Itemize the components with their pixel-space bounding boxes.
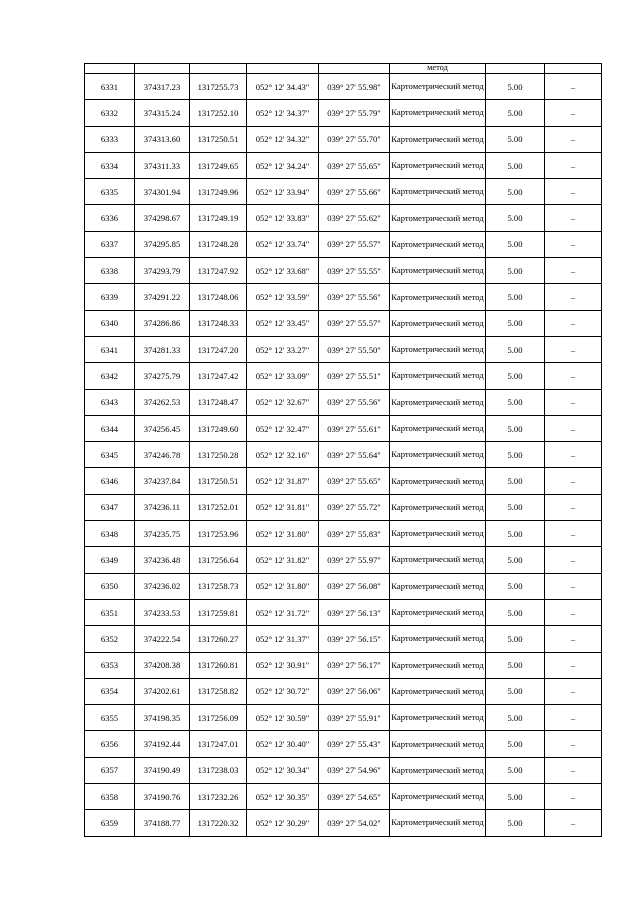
cell-longitude: 039° 27' 55.97" xyxy=(319,547,390,573)
cell-latitude: 052° 12' 33.59" xyxy=(247,284,319,310)
cell-point-number: 6356 xyxy=(85,731,135,757)
table-row xyxy=(85,573,602,599)
cell-longitude: 039° 27' 56.13" xyxy=(319,599,390,625)
cell-coord-y: 1317252.01 xyxy=(190,494,247,520)
cell-point-number: 6347 xyxy=(85,494,135,520)
cell-longitude: 039° 27' 55.65" xyxy=(319,152,390,178)
cell-method: Картометрический метод xyxy=(390,74,486,100)
cell-method: Картометрический метод xyxy=(390,179,486,205)
cell-coord-x: 374286.86 xyxy=(135,310,190,336)
cell-coord-x: 374236.48 xyxy=(135,547,190,573)
cell-method: метод xyxy=(390,64,486,74)
cell-latitude: 052° 12' 31.81" xyxy=(247,494,319,520)
cell-latitude: 052° 12' 30.35" xyxy=(247,784,319,810)
cell-longitude: 039° 27' 55.72" xyxy=(319,494,390,520)
cell-accuracy xyxy=(486,64,545,74)
cell-accuracy: 5.00 xyxy=(486,705,545,731)
cell-method: Картометрический метод xyxy=(390,705,486,731)
cell-point-number: 6348 xyxy=(85,521,135,547)
cell-accuracy: 5.00 xyxy=(486,757,545,783)
cell-latitude: 052° 12' 31.72" xyxy=(247,599,319,625)
cell-longitude: 039° 27' 55.64" xyxy=(319,442,390,468)
cell-accuracy: 5.00 xyxy=(486,152,545,178)
table-row xyxy=(85,74,602,100)
cell-coord-y: 1317249.65 xyxy=(190,152,247,178)
table-row xyxy=(85,363,602,389)
cell-method: Картометрический метод xyxy=(390,231,486,257)
cell-latitude: 052° 12' 33.74" xyxy=(247,231,319,257)
cell-longitude: 039° 27' 55.56" xyxy=(319,389,390,415)
table-row xyxy=(85,521,602,547)
cell-coord-x: 374313.60 xyxy=(135,126,190,152)
cell-accuracy: 5.00 xyxy=(486,547,545,573)
cell-longitude: 039° 27' 55.91" xyxy=(319,705,390,731)
cell-latitude: 052° 12' 34.32" xyxy=(247,126,319,152)
cell-latitude: 052° 12' 34.43" xyxy=(247,74,319,100)
cell-accuracy: 5.00 xyxy=(486,494,545,520)
cell-method: Картометрический метод xyxy=(390,336,486,362)
cell-longitude: 039° 27' 55.98" xyxy=(319,74,390,100)
cell-coord-x: 374256.45 xyxy=(135,415,190,441)
cell-accuracy: 5.00 xyxy=(486,652,545,678)
table-row xyxy=(85,678,602,704)
cell-method: Картометрический метод xyxy=(390,415,486,441)
cell-method: Картометрический метод xyxy=(390,784,486,810)
cell-note: – xyxy=(545,468,602,494)
cell-accuracy: 5.00 xyxy=(486,74,545,100)
cell-accuracy: 5.00 xyxy=(486,363,545,389)
cell-longitude: 039° 27' 55.61" xyxy=(319,415,390,441)
cell-latitude: 052° 12' 33.09" xyxy=(247,363,319,389)
cell-method: Картометрический метод xyxy=(390,547,486,573)
cell-latitude: 052° 12' 30.29" xyxy=(247,810,319,836)
cell-accuracy: 5.00 xyxy=(486,731,545,757)
cell-latitude: 052° 12' 30.91" xyxy=(247,652,319,678)
cell-longitude: 039° 27' 55.50" xyxy=(319,336,390,362)
cell-coord-y: 1317252.10 xyxy=(190,100,247,126)
cell-longitude: 039° 27' 55.65" xyxy=(319,468,390,494)
cell-coord-x: 374311.33 xyxy=(135,152,190,178)
table-row xyxy=(85,599,602,625)
cell-method: Картометрический метод xyxy=(390,152,486,178)
cell-note: – xyxy=(545,705,602,731)
continuation-row xyxy=(85,64,602,74)
cell-coord-x: 374262.53 xyxy=(135,389,190,415)
cell-longitude: 039° 27' 55.70" xyxy=(319,126,390,152)
cell-coord-y: 1317249.96 xyxy=(190,179,247,205)
cell-point-number: 6332 xyxy=(85,100,135,126)
cell-method: Картометрический метод xyxy=(390,626,486,652)
cell-coord-y: 1317258.73 xyxy=(190,573,247,599)
cell-coord-x: 374281.33 xyxy=(135,336,190,362)
cell-point-number: 6341 xyxy=(85,336,135,362)
cell-accuracy: 5.00 xyxy=(486,336,545,362)
table-row xyxy=(85,547,602,573)
cell-note: – xyxy=(545,415,602,441)
cell-latitude: 052° 12' 31.82" xyxy=(247,547,319,573)
cell-accuracy: 5.00 xyxy=(486,626,545,652)
cell-latitude: 052° 12' 33.45" xyxy=(247,310,319,336)
cell-accuracy: 5.00 xyxy=(486,205,545,231)
cell-coord-x: 374236.11 xyxy=(135,494,190,520)
cell-note: – xyxy=(545,363,602,389)
cell-x xyxy=(135,64,190,74)
cell-note: – xyxy=(545,100,602,126)
cell-latitude: 052° 12' 33.83" xyxy=(247,205,319,231)
cell-method: Картометрический метод xyxy=(390,573,486,599)
cell-note: – xyxy=(545,784,602,810)
cell-coord-y: 1317256.09 xyxy=(190,705,247,731)
cell-accuracy: 5.00 xyxy=(486,284,545,310)
cell-coord-y: 1317258.82 xyxy=(190,678,247,704)
cell-coord-y: 1317247.92 xyxy=(190,258,247,284)
cell-coord-x: 374222.54 xyxy=(135,626,190,652)
cell-coord-y: 1317249.60 xyxy=(190,415,247,441)
cell-point-number: 6331 xyxy=(85,74,135,100)
cell-point-number: 6333 xyxy=(85,126,135,152)
cell-longitude: 039° 27' 55.57" xyxy=(319,310,390,336)
cell-longitude: 039° 27' 54.65" xyxy=(319,784,390,810)
cell-method: Картометрический метод xyxy=(390,599,486,625)
cell-longitude: 039° 27' 56.08" xyxy=(319,573,390,599)
cell-coord-x: 374246.78 xyxy=(135,442,190,468)
cell-note: – xyxy=(545,731,602,757)
cell-method: Картометрический метод xyxy=(390,258,486,284)
cell-coord-x: 374188.77 xyxy=(135,810,190,836)
cell-latitude: 052° 12' 32.47" xyxy=(247,415,319,441)
cell-note: – xyxy=(545,810,602,836)
cell-method: Картометрический метод xyxy=(390,678,486,704)
cell-coord-x: 374233.53 xyxy=(135,599,190,625)
cell-method: Картометрический метод xyxy=(390,757,486,783)
table-row xyxy=(85,179,602,205)
table-row xyxy=(85,231,602,257)
cell-longitude: 039° 27' 56.15" xyxy=(319,626,390,652)
cell-coord-y: 1317247.01 xyxy=(190,731,247,757)
table-row xyxy=(85,705,602,731)
cell-note: – xyxy=(545,231,602,257)
cell-accuracy: 5.00 xyxy=(486,126,545,152)
cell-latitude: 052° 12' 31.37" xyxy=(247,626,319,652)
cell-accuracy: 5.00 xyxy=(486,310,545,336)
cell-coord-x: 374198.35 xyxy=(135,705,190,731)
cell-method: Картометрический метод xyxy=(390,284,486,310)
table-row xyxy=(85,336,602,362)
table-row xyxy=(85,468,602,494)
cell-coord-y: 1317247.42 xyxy=(190,363,247,389)
cell-point-number: 6336 xyxy=(85,205,135,231)
cell-accuracy: 5.00 xyxy=(486,784,545,810)
table-row xyxy=(85,258,602,284)
cell-accuracy: 5.00 xyxy=(486,599,545,625)
cell-coord-x: 374237.84 xyxy=(135,468,190,494)
cell-point-number: 6354 xyxy=(85,678,135,704)
cell-longitude: 039° 27' 54.96" xyxy=(319,757,390,783)
cell-note: – xyxy=(545,678,602,704)
table-row xyxy=(85,784,602,810)
cell-method: Картометрический метод xyxy=(390,389,486,415)
cell-latitude: 052° 12' 33.68" xyxy=(247,258,319,284)
cell-coord-x: 374208.38 xyxy=(135,652,190,678)
cell-accuracy: 5.00 xyxy=(486,415,545,441)
cell-latitude: 052° 12' 32.67" xyxy=(247,389,319,415)
cell-coord-y: 1317248.28 xyxy=(190,231,247,257)
table-row xyxy=(85,389,602,415)
cell-coord-y: 1317260.81 xyxy=(190,652,247,678)
cell-coord-x: 374235.75 xyxy=(135,521,190,547)
cell-coord-y: 1317250.51 xyxy=(190,468,247,494)
cell-note: – xyxy=(545,626,602,652)
cell-point-number: 6335 xyxy=(85,179,135,205)
cell-coord-x: 374202.61 xyxy=(135,678,190,704)
cell-method: Картометрический метод xyxy=(390,310,486,336)
cell-num xyxy=(85,64,135,74)
coordinates-document xyxy=(84,63,601,837)
cell-point-number: 6344 xyxy=(85,415,135,441)
cell-latitude: 052° 12' 30.40" xyxy=(247,731,319,757)
cell-accuracy: 5.00 xyxy=(486,442,545,468)
cell-point-number: 6351 xyxy=(85,599,135,625)
cell-coord-x: 374295.85 xyxy=(135,231,190,257)
cell-coord-x: 374190.76 xyxy=(135,784,190,810)
table-row xyxy=(85,205,602,231)
cell-latitude: 052° 12' 31.80" xyxy=(247,573,319,599)
cell-point-number: 6346 xyxy=(85,468,135,494)
cell-point-number: 6345 xyxy=(85,442,135,468)
cell-note: – xyxy=(545,126,602,152)
cell-coord-y: 1317259.81 xyxy=(190,599,247,625)
cell-lat xyxy=(247,64,319,74)
cell-note: – xyxy=(545,442,602,468)
cell-coord-x: 374317.23 xyxy=(135,74,190,100)
cell-coord-y: 1317249.19 xyxy=(190,205,247,231)
cell-method: Картометрический метод xyxy=(390,731,486,757)
cell-longitude: 039° 27' 55.83" xyxy=(319,521,390,547)
cell-coord-x: 374315.24 xyxy=(135,100,190,126)
cell-y xyxy=(190,64,247,74)
table-row xyxy=(85,652,602,678)
cell-longitude: 039° 27' 55.62" xyxy=(319,205,390,231)
cell-note: – xyxy=(545,494,602,520)
cell-coord-y: 1317260.27 xyxy=(190,626,247,652)
table-row xyxy=(85,310,602,336)
cell-latitude: 052° 12' 30.72" xyxy=(247,678,319,704)
cell-coord-y: 1317255.73 xyxy=(190,74,247,100)
cell-coord-y: 1317247.20 xyxy=(190,336,247,362)
cell-point-number: 6353 xyxy=(85,652,135,678)
cell-longitude: 039° 27' 55.57" xyxy=(319,231,390,257)
table-row xyxy=(85,100,602,126)
table-row xyxy=(85,810,602,836)
cell-note: – xyxy=(545,205,602,231)
cell-note xyxy=(545,64,602,74)
cell-note: – xyxy=(545,521,602,547)
cell-point-number: 6340 xyxy=(85,310,135,336)
table-row xyxy=(85,442,602,468)
cell-lon xyxy=(319,64,390,74)
cell-point-number: 6338 xyxy=(85,258,135,284)
cell-coord-y: 1317250.51 xyxy=(190,126,247,152)
cell-longitude: 039° 27' 55.55" xyxy=(319,258,390,284)
table-body xyxy=(85,64,602,837)
cell-coord-y: 1317248.06 xyxy=(190,284,247,310)
cell-latitude: 052° 12' 33.94" xyxy=(247,179,319,205)
cell-method: Картометрический метод xyxy=(390,126,486,152)
cell-point-number: 6339 xyxy=(85,284,135,310)
cell-point-number: 6357 xyxy=(85,757,135,783)
cell-longitude: 039° 27' 55.43" xyxy=(319,731,390,757)
cell-note: – xyxy=(545,652,602,678)
cell-coord-x: 374192.44 xyxy=(135,731,190,757)
cell-point-number: 6349 xyxy=(85,547,135,573)
cell-accuracy: 5.00 xyxy=(486,179,545,205)
coordinates-table xyxy=(84,63,602,837)
cell-note: – xyxy=(545,258,602,284)
cell-latitude: 052° 12' 30.59" xyxy=(247,705,319,731)
table-row xyxy=(85,152,602,178)
cell-coord-y: 1317232.26 xyxy=(190,784,247,810)
cell-coord-x: 374291.22 xyxy=(135,284,190,310)
table-row xyxy=(85,415,602,441)
table-row xyxy=(85,731,602,757)
cell-coord-y: 1317248.47 xyxy=(190,389,247,415)
cell-note: – xyxy=(545,599,602,625)
cell-note: – xyxy=(545,757,602,783)
cell-coord-y: 1317238.03 xyxy=(190,757,247,783)
cell-latitude: 052° 12' 34.24" xyxy=(247,152,319,178)
cell-coord-y: 1317256.64 xyxy=(190,547,247,573)
table-row xyxy=(85,284,602,310)
cell-point-number: 6358 xyxy=(85,784,135,810)
table-row xyxy=(85,757,602,783)
cell-point-number: 6355 xyxy=(85,705,135,731)
cell-note: – xyxy=(545,74,602,100)
cell-method: Картометрический метод xyxy=(390,468,486,494)
cell-method: Картометрический метод xyxy=(390,521,486,547)
cell-accuracy: 5.00 xyxy=(486,468,545,494)
cell-point-number: 6342 xyxy=(85,363,135,389)
cell-coord-x: 374275.79 xyxy=(135,363,190,389)
cell-note: – xyxy=(545,389,602,415)
cell-coord-x: 374190.49 xyxy=(135,757,190,783)
cell-longitude: 039° 27' 56.06" xyxy=(319,678,390,704)
cell-latitude: 052° 12' 30.34" xyxy=(247,757,319,783)
cell-point-number: 6352 xyxy=(85,626,135,652)
cell-coord-x: 374301.94 xyxy=(135,179,190,205)
cell-note: – xyxy=(545,310,602,336)
cell-coord-y: 1317220.32 xyxy=(190,810,247,836)
cell-point-number: 6343 xyxy=(85,389,135,415)
cell-coord-x: 374293.79 xyxy=(135,258,190,284)
cell-method: Картометрический метод xyxy=(390,494,486,520)
cell-note: – xyxy=(545,336,602,362)
cell-point-number: 6334 xyxy=(85,152,135,178)
cell-note: – xyxy=(545,284,602,310)
cell-accuracy: 5.00 xyxy=(486,231,545,257)
cell-accuracy: 5.00 xyxy=(486,678,545,704)
cell-note: – xyxy=(545,152,602,178)
cell-longitude: 039° 27' 55.51" xyxy=(319,363,390,389)
cell-latitude: 052° 12' 32.16" xyxy=(247,442,319,468)
cell-coord-y: 1317253.96 xyxy=(190,521,247,547)
cell-coord-x: 374236.02 xyxy=(135,573,190,599)
cell-latitude: 052° 12' 31.87" xyxy=(247,468,319,494)
cell-longitude: 039° 27' 56.17" xyxy=(319,652,390,678)
cell-note: – xyxy=(545,547,602,573)
cell-coord-x: 374298.67 xyxy=(135,205,190,231)
cell-coord-y: 1317250.28 xyxy=(190,442,247,468)
cell-accuracy: 5.00 xyxy=(486,810,545,836)
cell-latitude: 052° 12' 33.27" xyxy=(247,336,319,362)
cell-note: – xyxy=(545,179,602,205)
cell-accuracy: 5.00 xyxy=(486,573,545,599)
cell-accuracy: 5.00 xyxy=(486,100,545,126)
cell-longitude: 039° 27' 55.79" xyxy=(319,100,390,126)
cell-method: Картометрический метод xyxy=(390,100,486,126)
table-row xyxy=(85,494,602,520)
cell-accuracy: 5.00 xyxy=(486,389,545,415)
cell-longitude: 039° 27' 54.02" xyxy=(319,810,390,836)
cell-point-number: 6337 xyxy=(85,231,135,257)
cell-note: – xyxy=(545,573,602,599)
cell-longitude: 039° 27' 55.56" xyxy=(319,284,390,310)
cell-method: Картометрический метод xyxy=(390,363,486,389)
cell-method: Картометрический метод xyxy=(390,442,486,468)
cell-method: Картометрический метод xyxy=(390,205,486,231)
cell-accuracy: 5.00 xyxy=(486,521,545,547)
cell-point-number: 6350 xyxy=(85,573,135,599)
cell-point-number: 6359 xyxy=(85,810,135,836)
cell-coord-y: 1317248.33 xyxy=(190,310,247,336)
cell-accuracy: 5.00 xyxy=(486,258,545,284)
cell-latitude: 052° 12' 34.37" xyxy=(247,100,319,126)
table-row xyxy=(85,626,602,652)
cell-method: Картометрический метод xyxy=(390,652,486,678)
cell-method: Картометрический метод xyxy=(390,810,486,836)
cell-longitude: 039° 27' 55.66" xyxy=(319,179,390,205)
table-row xyxy=(85,126,602,152)
cell-latitude: 052° 12' 31.80" xyxy=(247,521,319,547)
